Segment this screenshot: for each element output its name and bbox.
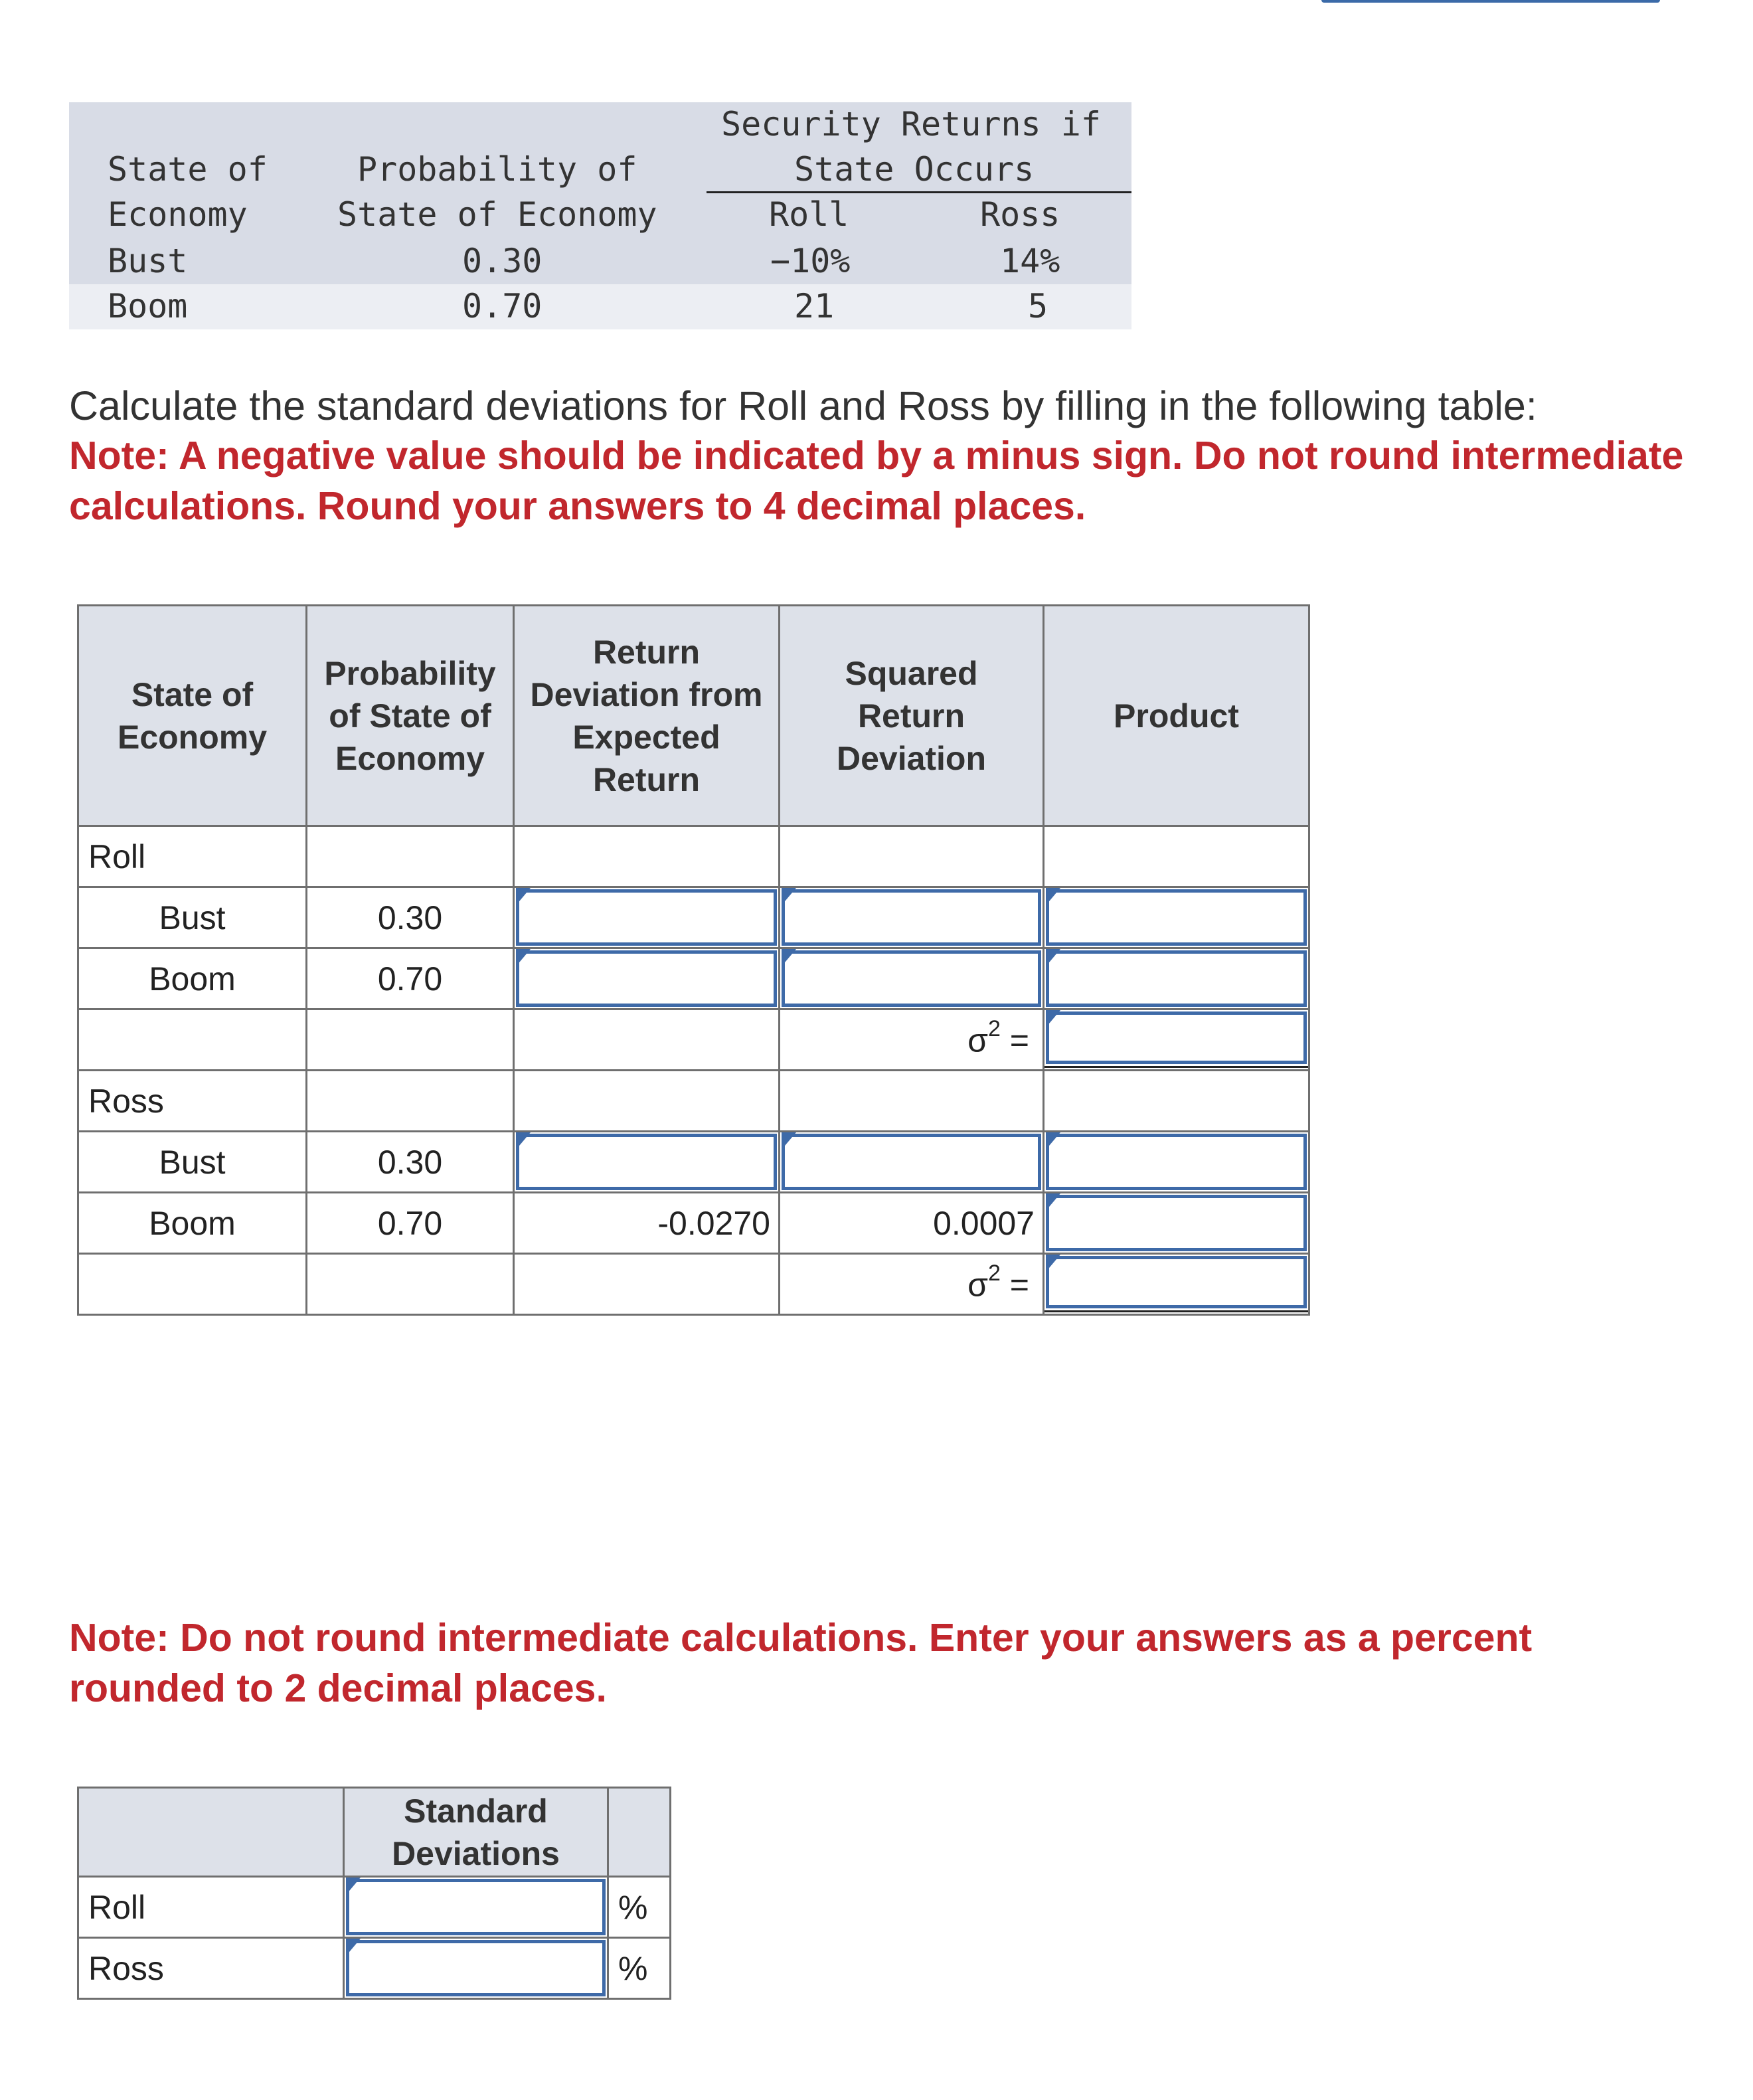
ross-section-label: Ross <box>78 1071 307 1132</box>
sd-header-row <box>78 1788 671 1877</box>
work-header-product: Product <box>1044 606 1309 826</box>
input-marker-icon <box>782 949 796 966</box>
sd-ross-label: Ross <box>78 1938 344 1999</box>
given-row-boom <box>69 284 1131 329</box>
ross-bust-row <box>78 1132 1309 1193</box>
input-marker-icon <box>346 1939 361 1956</box>
sd-ross-input[interactable] <box>346 1940 606 1996</box>
sd-roll-row <box>78 1877 671 1938</box>
roll-boom-squared-input[interactable] <box>782 950 1041 1007</box>
input-marker-icon <box>516 1132 531 1150</box>
sd-ross-row <box>78 1938 671 1999</box>
ross-bust-product-input[interactable] <box>1046 1134 1307 1190</box>
note-rounding-4dp: Note: A negative value should be indicated by a minus sign. Do not round intermediate calculations. Round your answers to 4 decimal places. <box>69 434 1684 528</box>
given-col-roll: Roll <box>769 195 849 234</box>
roll-variance-input[interactable] <box>1046 1011 1307 1064</box>
input-marker-icon <box>1046 1010 1060 1027</box>
given-ross-boom: 5 <box>1028 287 1048 325</box>
roll-boom-product-input[interactable] <box>1046 950 1307 1007</box>
roll-section-label: Roll <box>78 826 307 887</box>
roll-bust-deviation-input[interactable] <box>516 889 777 946</box>
ross-boom-squared-value: 0.0007 <box>780 1193 1044 1254</box>
ross-bust-squared-input[interactable] <box>782 1134 1041 1190</box>
roll-bust-squared-input[interactable] <box>782 889 1041 946</box>
ross-section-row <box>78 1071 1309 1132</box>
input-marker-icon <box>346 1878 361 1895</box>
given-row-bust <box>69 239 1131 284</box>
sd-header-label: Standard Deviations <box>344 1788 608 1877</box>
sd-roll-unit: % <box>608 1877 671 1938</box>
given-col-ross: Ross <box>980 195 1060 234</box>
given-prob-boom: 0.70 <box>462 287 543 325</box>
roll-boom-row <box>78 948 1309 1009</box>
ross-boom-deviation-value: -0.0270 <box>514 1193 780 1254</box>
roll-bust-row <box>78 887 1309 948</box>
work-header-row <box>78 606 1309 826</box>
instruction-text: Calculate the standard deviations for Roll and Ross by filling in the following table: <box>69 383 1537 428</box>
input-marker-icon <box>782 1132 796 1150</box>
given-col-returns-line2: State Occurs <box>794 150 1035 189</box>
work-header-prob: Probability of State of Economy <box>307 606 514 826</box>
roll-boom-deviation-input[interactable] <box>516 950 777 1007</box>
given-col-state-line1: State of <box>108 150 268 189</box>
work-header-squared: Squared Return Deviation <box>780 606 1044 826</box>
variance-work-table <box>77 604 1310 1316</box>
roll-variance-label: $\sigma^2$ = <box>780 1009 1044 1071</box>
given-ross-bust: 14% <box>1000 242 1060 280</box>
input-marker-icon <box>516 888 531 905</box>
ross-boom-prob: 0.70 <box>307 1193 514 1254</box>
given-state-bust: Bust <box>108 242 188 280</box>
input-marker-icon <box>516 949 531 966</box>
double-underline <box>1044 1310 1308 1312</box>
input-marker-icon <box>782 888 796 905</box>
roll-bust-product-input[interactable] <box>1046 889 1307 946</box>
work-header-state: State of Economy <box>78 606 307 826</box>
ross-variance-input[interactable] <box>1046 1256 1307 1308</box>
ross-variance-row <box>78 1254 1309 1315</box>
given-state-boom: Boom <box>108 287 188 325</box>
given-col-prob-line2: State of Economy <box>337 195 657 234</box>
standard-deviation-table <box>77 1787 671 2000</box>
input-marker-icon <box>1046 1193 1060 1211</box>
given-header-rule <box>707 191 1131 193</box>
roll-bust-prob: 0.30 <box>307 887 514 948</box>
input-marker-icon <box>1046 1132 1060 1150</box>
roll-boom-label: Boom <box>78 948 307 1009</box>
ross-boom-row <box>78 1193 1309 1254</box>
given-col-state-line2: Economy <box>108 195 248 234</box>
sd-ross-unit: % <box>608 1938 671 1999</box>
given-prob-bust: 0.30 <box>462 242 543 280</box>
ross-bust-label: Bust <box>78 1132 307 1193</box>
roll-bust-label: Bust <box>78 887 307 948</box>
sd-roll-input[interactable] <box>346 1879 606 1935</box>
given-roll-bust: −10% <box>770 242 851 280</box>
work-header-deviation: Return Deviation from Expected Return <box>514 606 780 826</box>
note-percent-2dp: Note: Do not round intermediate calculations. Enter your answers as a percent rounded to 2 decimal places. <box>69 1616 1533 1710</box>
ross-boom-label: Boom <box>78 1193 307 1254</box>
given-col-returns-line1: Security Returns if <box>721 105 1101 143</box>
ross-bust-deviation-input[interactable] <box>516 1134 777 1190</box>
input-marker-icon <box>1046 888 1060 905</box>
input-marker-icon <box>1046 949 1060 966</box>
top-progress-bar <box>1321 0 1660 3</box>
ross-variance-label: $\sigma^2$ = <box>780 1254 1044 1315</box>
double-underline <box>1044 1066 1308 1068</box>
ross-bust-prob: 0.30 <box>307 1132 514 1193</box>
given-col-prob-line1: Probability of <box>357 150 637 189</box>
roll-variance-row <box>78 1009 1309 1071</box>
roll-boom-prob: 0.70 <box>307 948 514 1009</box>
given-roll-boom: 21 <box>794 287 835 325</box>
ross-boom-product-input[interactable] <box>1046 1195 1307 1251</box>
input-marker-icon <box>1046 1255 1060 1272</box>
roll-section-row <box>78 826 1309 887</box>
sd-roll-label: Roll <box>78 1877 344 1938</box>
